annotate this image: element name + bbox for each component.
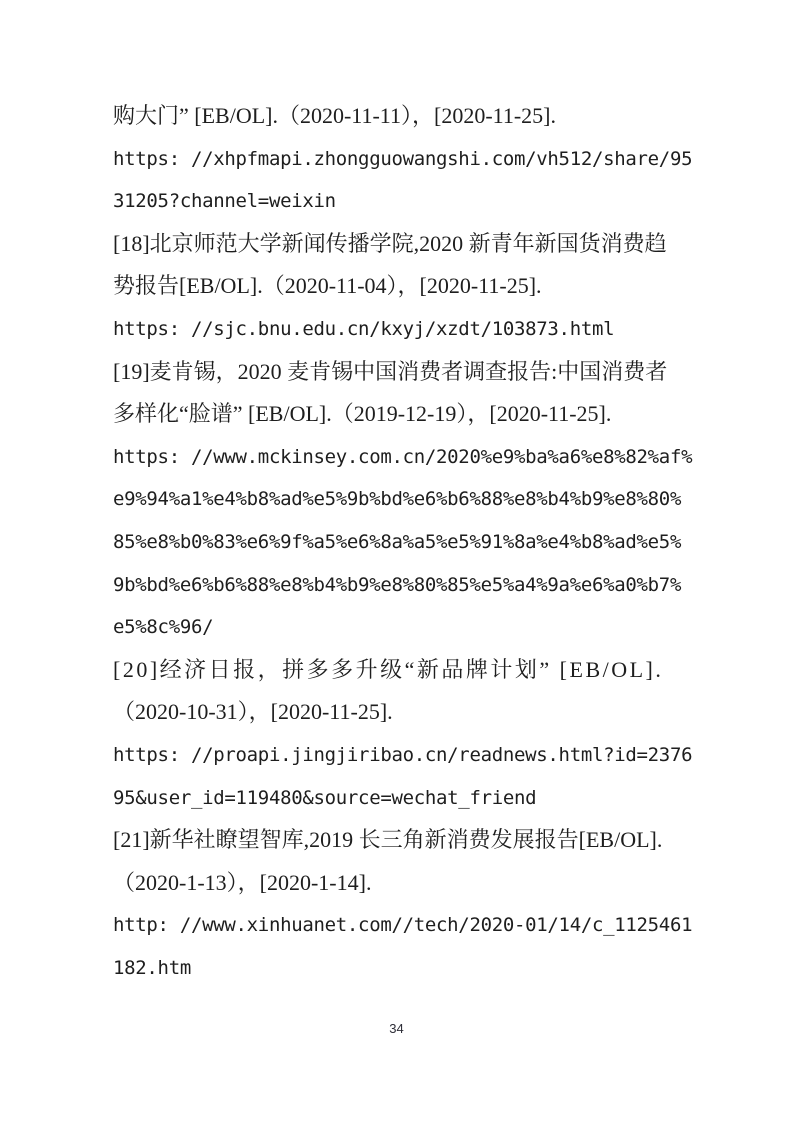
reference-line: https: //sjc.bnu.edu.cn/kxyj/xzdt/103873.html (113, 317, 615, 340)
reference-line: 85%e8%b0%83%e6%9f%a5%e6%8a%a5%e5%91%8a%e4%b8%ad%e5% (113, 530, 682, 553)
reference-line: 购大门” [EB/OL].（2020-11-11），[2020-11-25]. (113, 103, 556, 128)
reference-line: [21]新华社瞭望智库,2019 长三角新消费发展报告[EB/OL]. (113, 827, 663, 853)
reference-line: https: //xhpfmapi.zhongguowangshi.com/vh512/share/95 (113, 147, 693, 170)
reference-line: （2020-10-31），[2020-11-25]. (113, 699, 393, 725)
reference-line: [20]经济日报，拼多多升级“新品牌计划” [EB/OL]. (113, 656, 664, 682)
reference-line: https: //www.mckinsey.com.cn/2020%e9%ba%a6%e8%82%af% (113, 445, 693, 468)
references-text-block (113, 95, 693, 989)
reference-line: 多样化“脸谱” [EB/OL].（2019-12-19），[2020-11-25]. (113, 401, 612, 427)
reference-line: e9%94%a1%e4%b8%ad%e5%9b%bd%e6%b6%88%e8%b4%b9%e8%80% (113, 488, 682, 511)
reference-line: 95&user_id=119480&source=wechat_friend (113, 786, 537, 809)
reference-line: 9b%bd%e6%b6%88%e8%b4%b9%e8%80%85%e5%a4%9a%e6%a0%b7% (113, 573, 682, 596)
reference-line: [18]北京师范大学新闻传播学院,2020 新青年新国货消费趋 (113, 230, 667, 256)
reference-line: 182.htm (113, 956, 191, 979)
reference-line: 势报告[EB/OL].（2020-11-04），[2020-11-25]. (113, 273, 542, 299)
reference-line: https: //proapi.jingjiribao.cn/readnews.html?id=2376 (113, 743, 693, 766)
reference-line: （2020-1-13），[2020-1-14]. (113, 869, 372, 895)
page-number: 34 (389, 1021, 404, 1036)
reference-line: 31205?channel=weixin (113, 190, 336, 213)
reference-line: [19]麦肯锡，2020 麦肯锡中国消费者调查报告:中国消费者 (113, 358, 668, 384)
reference-line: e5%8c%96/ (113, 616, 214, 639)
reference-line: http: //www.xinhuanet.com//tech/2020-01/14/c_1125461 (113, 914, 693, 937)
